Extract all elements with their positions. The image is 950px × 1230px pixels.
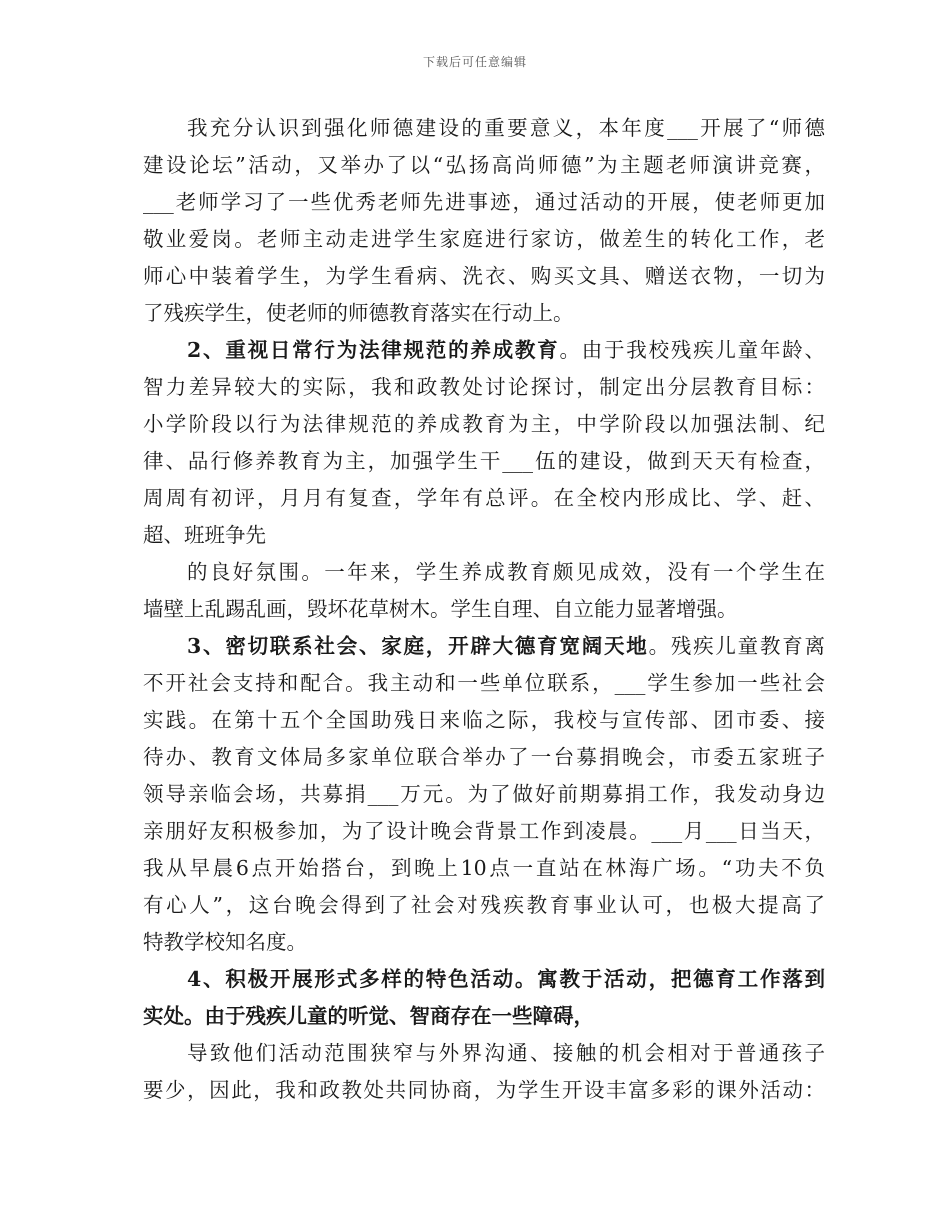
body-line: 的良好氛围。一年来，学生养成教育颇见成效，没有一个学生在	[187, 560, 825, 584]
body-line: 墙壁上乱踢乱画，毁坏花草树木。学生自理、自立能力显著增强。	[143, 597, 738, 621]
body-line: 我充分认识到强化师德建设的重要意义，本年度___开展了“师德	[187, 116, 825, 140]
section-4-line	[143, 961, 825, 998]
body-line: 小学阶段以行为法律规范的养成教育为主，中学阶段以加强法制、纪	[143, 412, 825, 436]
page-header: 下载后可任意编辑	[422, 55, 527, 69]
section-4-heading: 4、积极开展形式多样的特色活动。寓教于活动，把德育工作落到	[187, 967, 825, 991]
body-line: 建设论坛”活动，又举办了以“弘扬高尚师德”为主题老师演讲竞赛，	[143, 153, 825, 177]
section-2-heading: 2、重视日常行为法律规范的养成教育	[187, 338, 560, 362]
body-line: 领导亲临会场，共募捐___万元。为了做好前期募捐工作，我发动身边	[143, 782, 825, 806]
section-3-line: 3、密切联系社会、家庭，开辟大德育宽阔天地。残疾儿童教育离	[187, 634, 825, 658]
body-line: 我从早晨6点开始搭台，到晚上10点一直站在林海广场。“功夫不负	[143, 856, 825, 880]
body-line: 特教学校知名度。	[143, 930, 307, 954]
body-line: 了残疾学生，使老师的师德教育落实在行动上。	[143, 301, 574, 325]
body-line: 周周有初评，月月有复查，学年有总评。在全校内形成比、学、赶、	[143, 486, 825, 510]
body-line: 待办、教育文体局多家单位联合举办了一台募捐晚会，市委五家班子	[143, 745, 825, 769]
section-4-heading-cont: 实处。由于残疾儿童的听觉、智商存在一些障碍，	[143, 1004, 594, 1028]
body-line: 律、品行修养教育为主，加强学生干___伍的建设，做到天天有检查，	[143, 449, 825, 473]
section-2-line: 2、重视日常行为法律规范的养成教育。由于我校残疾儿童年龄、	[187, 338, 825, 362]
body-line: 智力差异较大的实际，我和政教处讨论探讨，制定出分层教育目标：	[143, 375, 825, 399]
body-line: 有心人”，这台晚会得到了社会对残疾教育事业认可，也极大提高了	[143, 893, 825, 917]
body-line: 超、班班争先	[143, 523, 266, 547]
body-line: 亲朋好友积极参加，为了设计晚会背景工作到凌晨。___月___日当天，	[143, 819, 825, 843]
body-line: 导致他们活动范围狭窄与外界沟通、接触的机会相对于普通孩子	[187, 1041, 825, 1065]
body-line: 敬业爱岗。老师主动走进学生家庭进行家访，做差生的转化工作，老	[143, 227, 825, 251]
section-3-heading: 3、密切联系社会、家庭，开辟大德育宽阔天地	[187, 634, 649, 658]
document-body	[143, 110, 825, 1109]
body-line: 不开社会支持和配合。我主动和一些单位联系，___学生参加一些社会	[143, 671, 825, 695]
body-line: 实践。在第十五个全国助残日来临之际，我校与宣传部、团市委、接	[143, 708, 825, 732]
body-line: ___老师学习了一些优秀老师先进事迹，通过活动的开展，使老师更加	[143, 190, 825, 214]
section-4-line	[143, 998, 825, 1035]
body-line: 要少，因此，我和政教处共同协商，为学生开设丰富多彩的课外活动：	[143, 1078, 825, 1102]
body-line: 师心中装着学生，为学生看病、洗衣、购买文具、赠送衣物，一切为	[143, 264, 825, 288]
